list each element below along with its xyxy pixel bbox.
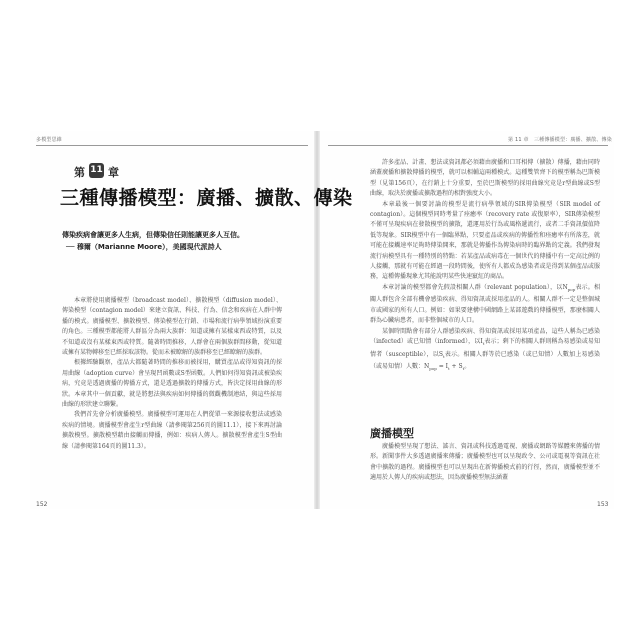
paragraph: 本章將使用廣播模型（broadcast model）、擴散模型（diffusion model）、傳染模型（contagion model）來建立資訊、科技、行為、信念和疾病在人群中傳播的模式。廣播模型、擴散模型、傳染模型在行銷、市場和流行病學領域扮演重要的角色。三種模型都能將人群區分為兩大族群：知道或擁有某樣東西或特質，以及不知道或沒有某樣東西或特質。隨著時間推移，人群會在兩個族群間移動，從知道或擁有某物轉移至已經採取該物。從而未被瞭解的族群移至已經瞭解的族群。	[62, 297, 282, 357]
paragraph: 本章最後一個要討論的模型是流行病學領域的SIR傳染模型（SIR model of contagion）。這個模型同時考量了痊癒率（recovery rate 或復原率），SIR傳染模型不僅可呈現疾病在發散模型的擴散，還運用於行為或風格遞流行，或者二手資訊價值降低等現象。SIR模型中有一個臨界點，只要產品或疾病的傳播性和痊癒率有所落差，就可能在接觸速率足夠時傳染開來，那就是傳播作為傳染病時的臨界點的定義。我們發現流行病模型具有一種特別的特點：若某產品或病毒在一個世代的傳播中有一定高比例的人接觸，那就有可能在經過一段時間後，使所有人都成為感染者或是得到某個產品或服務，這種傳播現象尤其能說明某些快速竄紅的商品。	[370, 200, 600, 281]
paragraph: 某個時間點會有部分人群感染疾病、得知資訊或採用某項產品，這些人稱為已感染（infected）或已知情（informed），以$I_t$表示；剩下的相關人群則稱為易感染或易知情者（susceptible），以$S_t$表示。相關人群等於已感染（或已知情）人數加上易感染（或易知情）人數：$N_{pop} = I_t + S_t$。	[370, 327, 600, 372]
epigraph-quote: 傳染疾病會讓更多人生病，但傳染信任則能讓更多人互信。	[62, 231, 244, 239]
right-section-text	[370, 442, 600, 484]
left-body-text	[62, 296, 282, 452]
left-running-head: 多模型思維	[36, 137, 63, 143]
chapter-prefix: 第	[74, 166, 85, 179]
chapter-number-badge: 11	[89, 163, 104, 178]
right-running-head: 第 11 章 三種傳播模型：廣播、擴散、傳染	[508, 137, 612, 143]
paragraph: 我們首先會分析廣播模型。廣播模型可運用在人們從單一來源接收想法或感染疾病的情境。廣播模型會產生r型曲線（請參閱第256頁的圖11.1），接下來再討論擴散模型。擴散模型藉由接觸而傳播，例如：疾病人傳人。擴散模型會產生S型曲線（請參閱第164頁的圖11.3）。	[62, 411, 282, 450]
left-header-rule	[36, 145, 308, 146]
right-body-text	[370, 158, 600, 375]
section-heading: 廣播模型	[370, 427, 414, 440]
epigraph	[62, 229, 244, 253]
left-page-number: 152	[36, 501, 48, 508]
chapter-suffix: 章	[108, 166, 119, 179]
paragraph: 廣播模型呈現了想法、謠言、資訊或科技透過電視、廣播或網路等媒體來傳播的情形。新聞事件大多透過廣播來傳播；廣播模型也可以呈現政令、公司或電視等資訊在社會中擴散的過程。廣播模型也可以呈現出在新傳播模式前的行徑，然而，廣播模型並不適用於人傳人的疾病或想法，因為廣播模型無法涵蓋	[370, 443, 600, 482]
right-header-rule	[328, 145, 608, 146]
paragraph: 許多產品、計畫、想法或資訊都必須藉由廣播和口耳相傳（擴散）傳播，藉由同時涵蓋廣播和擴散傳播的模型，就可以相輔這兩種模式。這種雙管齊下的模型稱為巴斯模型（見第156頁），在行銷上十分重要，至於巴斯模型的採用曲線究竟是r型曲線或S型曲線，取決於廣播或擴散過程的相對強度大小。	[370, 159, 600, 198]
right-page-number: 153	[597, 501, 609, 508]
paragraph: 根據經驗觀察，產品大都隨著時間的推移而被採用，購買產品或得知資訊的採用曲線（adoption curve）會呈現凹函數或S型函數。人們如何得知資訊或被染疾病，究竟是透過廣播的傳播方式，還是透過擴散的傳播方式，皆決定採用曲線的形狀。本章其中一個貢獻，就是將想法與疾病如何傳播的微觀機制連結，與這些採用曲線的形狀建立聯繫。	[62, 359, 282, 409]
paragraph: 本章討論的模型都會先假設相關人群（relevant population），以$N_{pop}$表示。相關人群包含全部有機會感染疾病、得知資訊或採用產品的人。相關人群不一定是整個城市或國家的所有人口。例如：如果要建構中國網路上某部遊戲的傳播模型，那麼相關人群為心臟病患者，而非整個城市的人口。	[370, 283, 600, 325]
chapter-title: 三種傳播模型：廣播、擴散、傳染	[60, 187, 353, 209]
epigraph-credit: ── 穆爾（Marianne Moore），美國現代派詩人	[66, 243, 222, 251]
